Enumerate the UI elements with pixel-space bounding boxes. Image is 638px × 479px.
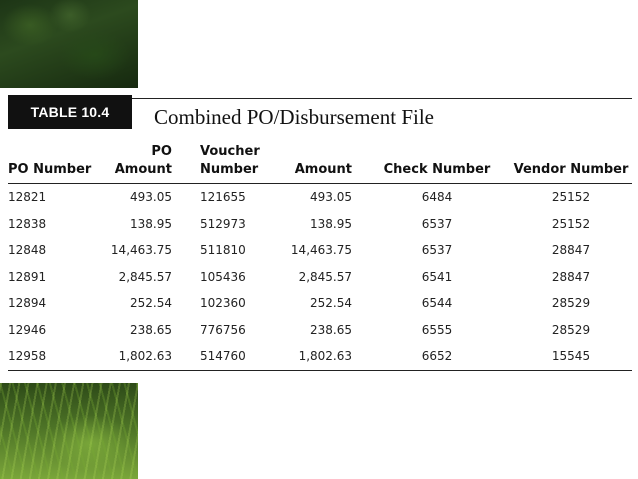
cell-po-number: 12891 <box>8 269 47 284</box>
cell-po-number: 12946 <box>8 322 47 337</box>
cell-po-number: 12958 <box>8 343 96 370</box>
table-number-badge: TABLE 10.4 <box>8 95 132 129</box>
cell-po-amount: 238.65 <box>130 322 172 337</box>
cell-voucher-number: 776756 <box>200 322 246 337</box>
cell-voucher-number: 105436 <box>200 269 246 284</box>
cell-voucher-number: 121655 <box>200 190 246 205</box>
cell-amount: 493.05 <box>310 190 352 205</box>
grass-background-top <box>0 0 138 88</box>
cell-check-number: 6555 <box>421 322 453 337</box>
table-row <box>8 317 632 344</box>
cell-vendor-number: 28529 <box>551 322 591 337</box>
cell-po-number: 12894 <box>8 296 47 311</box>
column-header-po-amount: PO Amount <box>96 143 184 184</box>
table-title: Combined PO/Disbursement File <box>154 105 434 129</box>
cell-vendor-number: 28847 <box>551 243 591 258</box>
cell-po-number: 12848 <box>8 243 47 258</box>
cell-check-number: 6537 <box>421 216 453 231</box>
grass-background-bottom <box>0 383 138 479</box>
cell-po-number: 12838 <box>8 216 47 231</box>
table-header-row <box>8 143 632 184</box>
cell-amount: 1,802.63 <box>276 343 364 370</box>
cell-po-amount: 2,845.57 <box>118 269 172 284</box>
cell-voucher-number: 514760 <box>184 343 276 370</box>
cell-po-amount: 1,802.63 <box>96 343 184 370</box>
cell-check-number: 6544 <box>421 296 453 311</box>
cell-check-number: 6484 <box>421 190 453 205</box>
table-row <box>8 343 632 370</box>
table-row <box>8 264 632 291</box>
voucher-header-line-1: Voucher <box>200 144 260 159</box>
header-rule <box>132 98 632 99</box>
column-header-amount: Amount <box>276 143 364 184</box>
po-disbursement-table <box>8 143 632 371</box>
cell-check-number: 6652 <box>364 343 510 370</box>
cell-po-amount: 14,463.75 <box>110 243 172 258</box>
cell-check-number: 6537 <box>421 243 453 258</box>
column-header-check-number: Check Number <box>364 143 510 184</box>
slide-content <box>0 88 638 383</box>
cell-vendor-number: 25152 <box>551 190 591 205</box>
table-row <box>8 237 632 264</box>
cell-po-amount: 493.05 <box>130 190 172 205</box>
cell-po-amount: 252.54 <box>130 296 172 311</box>
cell-vendor-number: 15545 <box>510 343 632 370</box>
cell-voucher-number: 511810 <box>200 243 246 258</box>
cell-vendor-number: 25152 <box>551 216 591 231</box>
column-header-vendor-number: Vendor Number <box>510 143 632 184</box>
cell-voucher-number: 102360 <box>200 296 246 311</box>
cell-amount: 14,463.75 <box>290 243 352 258</box>
cell-vendor-number: 28847 <box>551 269 591 284</box>
cell-voucher-number: 512973 <box>200 216 246 231</box>
column-header-voucher-number <box>184 143 276 184</box>
cell-amount: 238.65 <box>310 322 352 337</box>
cell-amount: 138.95 <box>310 216 352 231</box>
table-row <box>8 184 632 211</box>
cell-check-number: 6541 <box>421 269 453 284</box>
cell-amount: 252.54 <box>310 296 352 311</box>
table-header <box>8 95 632 131</box>
cell-po-amount: 138.95 <box>130 216 172 231</box>
table-row <box>8 290 632 317</box>
voucher-header-line-2: Number <box>200 162 259 177</box>
table-row <box>8 211 632 238</box>
cell-po-number: 12821 <box>8 190 47 205</box>
cell-vendor-number: 28529 <box>551 296 591 311</box>
column-header-po-number: PO Number <box>8 143 96 184</box>
cell-amount: 2,845.57 <box>298 269 352 284</box>
